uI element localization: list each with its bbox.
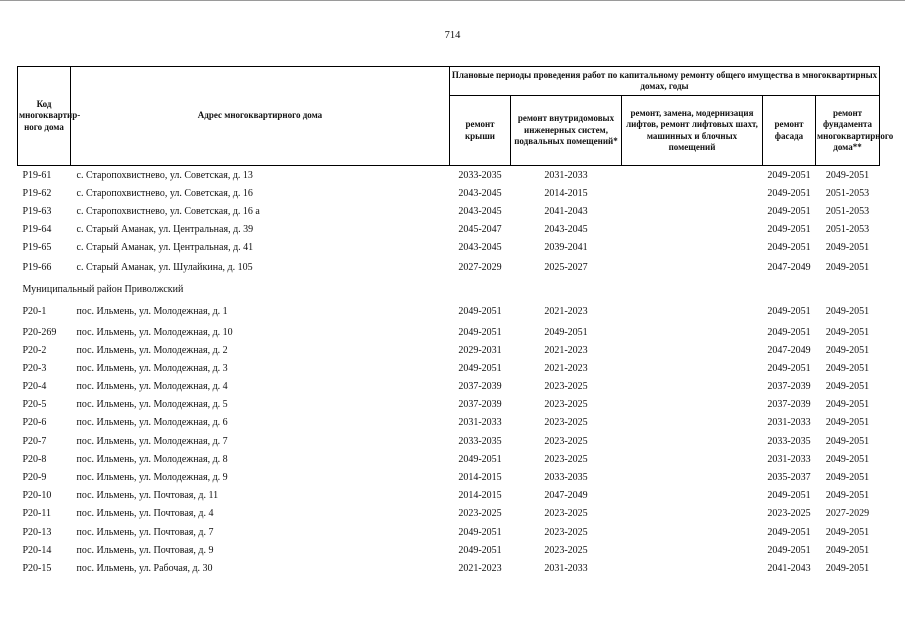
cell-facade: 2049-2051 — [767, 544, 811, 556]
cell-lifts — [622, 468, 763, 486]
table-row — [18, 432, 880, 450]
cell-facade: 2037-2039 — [767, 399, 811, 411]
cell-address: с. Старопохвистнево, ул. Советская, д. 16 — [76, 187, 253, 199]
cell-systems: 2023-2025 — [544, 508, 588, 520]
cell-facade: 2049-2051 — [767, 526, 811, 538]
cell-systems: 2023-2025 — [544, 526, 588, 538]
cell-foundation: 2049-2051 — [825, 453, 870, 465]
cell-facade: 2031-2033 — [767, 417, 811, 429]
cell-lifts — [622, 341, 763, 359]
cell-address: с. Старопохвистнево, ул. Советская, д. 13 — [76, 169, 253, 181]
cell-code: P20-1 — [22, 306, 47, 318]
cell-address: пос. Ильмень, ул. Рабочая, д. 30 — [76, 562, 213, 574]
cell-systems: 2047-2049 — [544, 490, 588, 502]
cell-facade: 2023-2025 — [767, 508, 811, 520]
cell-code: P19-65 — [22, 242, 52, 254]
cell-facade: 2035-2037 — [767, 472, 811, 484]
cell-address: пос. Ильмень, ул. Молодежная, д. 9 — [76, 472, 228, 484]
table-row — [18, 202, 880, 220]
cell-lifts — [622, 378, 763, 396]
cell-facade: 2031-2033 — [767, 453, 811, 465]
cell-roof: 2023-2025 — [458, 508, 502, 520]
cell-facade: 2049-2051 — [767, 224, 811, 236]
cell-address: пос. Ильмень, ул. Молодежная, д. 8 — [76, 453, 228, 465]
table-row — [18, 505, 880, 523]
cell-address: пос. Ильмень, ул. Молодежная, д. 3 — [76, 362, 228, 374]
cell-code: P20-15 — [22, 562, 52, 574]
cell-lifts — [622, 239, 763, 257]
cell-address: пос. Ильмень, ул. Молодежная, д. 5 — [76, 399, 228, 411]
cell-roof: 2014-2015 — [458, 490, 502, 502]
cell-foundation: 2049-2051 — [825, 306, 870, 318]
cell-foundation: 2049-2051 — [825, 326, 870, 338]
page-number: 714 — [444, 30, 461, 41]
cell-roof: 2043-2045 — [458, 187, 502, 199]
cell-systems: 2021-2023 — [544, 344, 588, 356]
cell-address: пос. Ильмень, ул. Почтовая, д. 9 — [76, 544, 214, 556]
cell-lifts — [622, 221, 763, 239]
table-row — [18, 414, 880, 432]
table-row — [18, 323, 880, 341]
table-row — [18, 184, 880, 202]
cell-foundation: 2049-2051 — [825, 169, 870, 181]
cell-lifts — [622, 202, 763, 220]
cell-foundation: 2051-2053 — [825, 205, 870, 217]
cell-foundation: 2049-2051 — [825, 562, 870, 574]
cell-foundation: 2049-2051 — [825, 435, 870, 447]
table-body — [18, 166, 880, 578]
table-row — [18, 378, 880, 396]
cell-foundation: 2049-2051 — [825, 381, 870, 393]
cell-address: пос. Ильмень, ул. Почтовая, д. 4 — [76, 508, 214, 520]
cell-code: P20-11 — [22, 508, 52, 520]
cell-foundation: 2049-2051 — [825, 344, 870, 356]
cell-address: пос. Ильмень, ул. Почтовая, д. 11 — [76, 490, 219, 502]
cell-roof: 2037-2039 — [458, 399, 502, 411]
cell-foundation: 2049-2051 — [825, 526, 870, 538]
cell-roof: 2033-2035 — [458, 169, 502, 181]
header-lifts: ремонт, замена, модернизация лифтов, ремонт лифтовых шахт, машинных и блочных помещений — [622, 96, 763, 166]
cell-lifts — [622, 184, 763, 202]
cell-facade: 2047-2049 — [767, 344, 811, 356]
cell-foundation: 2049-2051 — [825, 362, 870, 374]
cell-systems: 2023-2025 — [544, 417, 588, 429]
cell-roof: 2049-2051 — [458, 306, 502, 318]
cell-code: P20-9 — [22, 472, 47, 484]
section-title: Муниципальный район Приволжский — [22, 284, 184, 296]
cell-foundation: 2049-2051 — [825, 242, 870, 254]
page-top-rule — [0, 0, 905, 1]
cell-systems: 2023-2025 — [544, 381, 588, 393]
cell-systems: 2023-2025 — [544, 544, 588, 556]
table-row — [18, 221, 880, 239]
cell-lifts — [622, 559, 763, 577]
cell-roof: 2043-2045 — [458, 242, 502, 254]
cell-facade: 2033-2035 — [767, 435, 811, 447]
table-row — [18, 166, 880, 185]
cell-code: P20-5 — [22, 399, 47, 411]
cell-lifts — [622, 450, 763, 468]
cell-address: с. Старый Аманак, ул. Шулайкина, д. 105 — [76, 262, 253, 274]
cell-code: P19-66 — [22, 262, 52, 274]
cell-facade: 2037-2039 — [767, 381, 811, 393]
cell-systems: 2021-2023 — [544, 306, 588, 318]
cell-address: с. Старый Аманак, ул. Центральная, д. 41 — [76, 242, 254, 254]
cell-code: P20-6 — [22, 417, 47, 429]
cell-facade: 2049-2051 — [767, 306, 811, 318]
cell-foundation: 2049-2051 — [825, 399, 870, 411]
cell-foundation: 2049-2051 — [825, 417, 870, 429]
cell-facade: 2049-2051 — [767, 242, 811, 254]
cell-roof: 2049-2051 — [458, 326, 502, 338]
cell-address: с. Старый Аманак, ул. Центральная, д. 39 — [76, 224, 254, 236]
cell-address: пос. Ильмень, ул. Молодежная, д. 6 — [76, 417, 228, 429]
header-facade: ремонт фасада — [763, 96, 816, 166]
table-row — [18, 341, 880, 359]
cell-address: пос. Ильмень, ул. Молодежная, д. 1 — [76, 306, 228, 318]
cell-code: P20-10 — [22, 490, 52, 502]
table-row — [18, 541, 880, 559]
cell-systems: 2023-2025 — [544, 435, 588, 447]
table-row — [18, 468, 880, 486]
cell-foundation: 2049-2051 — [825, 544, 870, 556]
cell-address: пос. Ильмень, ул. Молодежная, д. 7 — [76, 435, 228, 447]
cell-code: P19-61 — [22, 169, 52, 181]
table-row — [18, 487, 880, 505]
cell-lifts — [622, 166, 763, 185]
table-row — [18, 450, 880, 468]
table-row — [18, 559, 880, 577]
cell-code: P20-269 — [22, 326, 57, 338]
cell-systems: 2025-2027 — [544, 262, 588, 274]
cell-systems: 2033-2035 — [544, 472, 588, 484]
cell-lifts — [622, 323, 763, 341]
cell-code: P20-14 — [22, 544, 52, 556]
cell-foundation: 2051-2053 — [825, 224, 870, 236]
cell-systems: 2049-2051 — [544, 326, 588, 338]
cell-roof: 2049-2051 — [458, 453, 502, 465]
cell-foundation: 2049-2051 — [825, 262, 870, 274]
cell-foundation: 2027-2029 — [825, 508, 870, 520]
header-foundation: ремонт фундамента многоквартирного дома** — [816, 96, 880, 166]
cell-code: P19-64 — [22, 224, 52, 236]
cell-roof: 2027-2029 — [458, 262, 502, 274]
header-roof: ремонт крыши — [450, 96, 511, 166]
cell-address: пос. Ильмень, ул. Почтовая, д. 7 — [76, 526, 214, 538]
cell-roof: 2045-2047 — [458, 224, 502, 236]
cell-foundation: 2049-2051 — [825, 490, 870, 502]
cell-lifts — [622, 487, 763, 505]
cell-roof: 2043-2045 — [458, 205, 502, 217]
cell-systems: 2023-2025 — [544, 453, 588, 465]
cell-roof: 2033-2035 — [458, 435, 502, 447]
cell-address: пос. Ильмень, ул. Молодежная, д. 10 — [76, 326, 233, 338]
cell-lifts — [622, 541, 763, 559]
cell-lifts — [622, 432, 763, 450]
cell-code: P20-8 — [22, 453, 47, 465]
cell-address: пос. Ильмень, ул. Молодежная, д. 4 — [76, 381, 228, 393]
cell-facade: 2049-2051 — [767, 362, 811, 374]
header-periods: Плановые периоды проведения работ по капитальному ремонту общего имущества в многоквартирных домах, годы — [450, 67, 880, 96]
cell-facade: 2041-2043 — [767, 562, 811, 574]
cell-code: P20-2 — [22, 344, 47, 356]
header-systems: ремонт внутридомовых инженерных систем, подвальных помещений* — [511, 96, 622, 166]
repair-schedule-table — [17, 66, 894, 578]
cell-roof: 2037-2039 — [458, 381, 502, 393]
cell-lifts — [622, 396, 763, 414]
table-row — [18, 523, 880, 541]
cell-systems: 2043-2045 — [544, 224, 588, 236]
table-row — [18, 257, 880, 279]
cell-facade: 2049-2051 — [767, 490, 811, 502]
cell-code: P20-7 — [22, 435, 47, 447]
cell-roof: 2049-2051 — [458, 544, 502, 556]
cell-code: P19-62 — [22, 187, 52, 199]
cell-systems: 2031-2033 — [544, 562, 588, 574]
cell-roof: 2031-2033 — [458, 417, 502, 429]
cell-lifts — [622, 359, 763, 377]
cell-lifts — [622, 523, 763, 541]
cell-facade: 2047-2049 — [767, 262, 811, 274]
cell-systems: 2021-2023 — [544, 362, 588, 374]
cell-code: P19-63 — [22, 205, 52, 217]
cell-roof: 2049-2051 — [458, 526, 502, 538]
cell-systems: 2014-2015 — [544, 187, 588, 199]
cell-code: P20-3 — [22, 362, 47, 374]
cell-code: P20-4 — [22, 381, 47, 393]
cell-roof: 2029-2031 — [458, 344, 502, 356]
cell-systems: 2023-2025 — [544, 399, 588, 411]
table-row — [18, 301, 880, 323]
cell-address: с. Старопохвистнево, ул. Советская, д. 16 а — [76, 205, 260, 217]
table-row — [18, 396, 880, 414]
table-row — [18, 359, 880, 377]
cell-roof: 2049-2051 — [458, 362, 502, 374]
cell-systems: 2031-2033 — [544, 169, 588, 181]
cell-systems: 2039-2041 — [544, 242, 588, 254]
cell-roof: 2014-2015 — [458, 472, 502, 484]
cell-lifts — [622, 301, 763, 323]
cell-systems: 2041-2043 — [544, 205, 588, 217]
cell-foundation: 2049-2051 — [825, 472, 870, 484]
cell-code: P20-13 — [22, 526, 52, 538]
cell-foundation: 2051-2053 — [825, 187, 870, 199]
header-address: Адрес многоквартирного дома — [71, 67, 450, 166]
cell-lifts — [622, 414, 763, 432]
cell-address: пос. Ильмень, ул. Молодежная, д. 2 — [76, 344, 228, 356]
cell-facade: 2049-2051 — [767, 326, 811, 338]
header-code: Код многоквартир-ного дома — [18, 67, 71, 166]
cell-lifts — [622, 257, 763, 279]
cell-roof: 2021-2023 — [458, 562, 502, 574]
cell-lifts — [622, 505, 763, 523]
section-row — [18, 279, 880, 301]
cell-facade: 2049-2051 — [767, 169, 811, 181]
cell-facade: 2049-2051 — [767, 187, 811, 199]
table-row — [18, 239, 880, 257]
cell-facade: 2049-2051 — [767, 205, 811, 217]
